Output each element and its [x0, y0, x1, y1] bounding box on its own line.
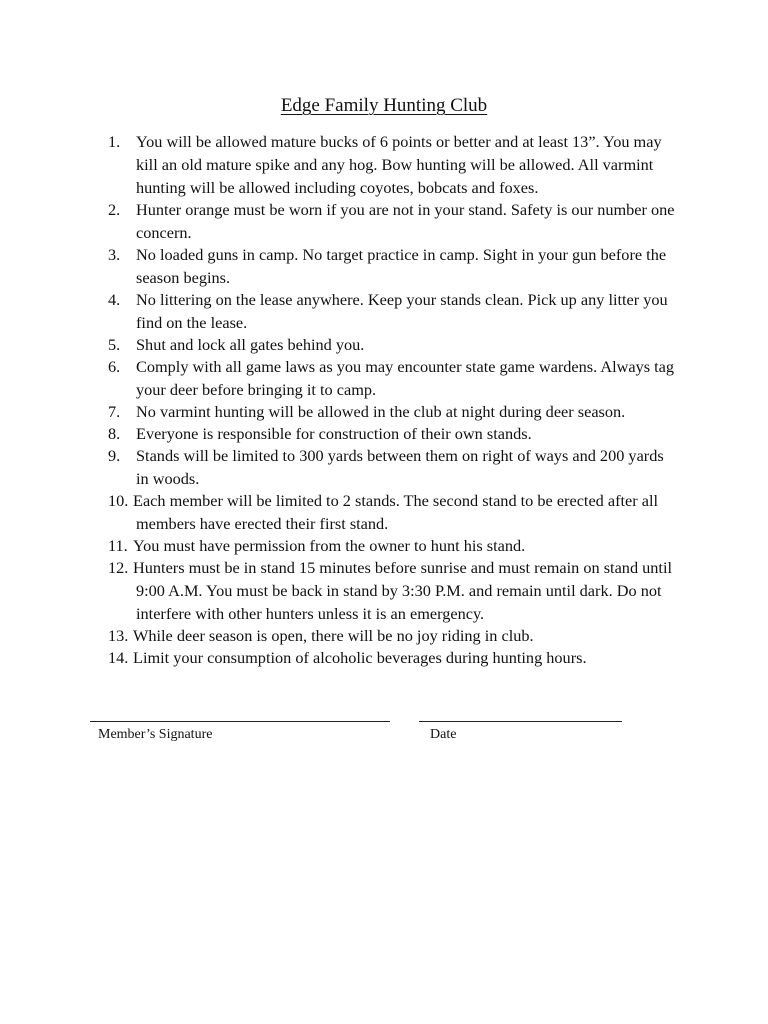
rule-item	[104, 333, 676, 356]
rule-text: Limit your consumption of alcoholic beverages during hunting hours.	[133, 647, 587, 667]
rule-text: You must have permission from the owner to hunt his stand.	[133, 535, 526, 555]
rule-number: 10.	[108, 490, 129, 510]
rule-number: 6.	[108, 357, 121, 377]
rule-number: 12.	[108, 557, 129, 577]
rule-number: 1.	[108, 132, 121, 151]
rule-item	[104, 422, 676, 445]
rule-number: 3.	[108, 245, 121, 265]
rule-text: Stands will be limited to 300 yards between them on right of ways and 200 yards in woods.	[136, 445, 664, 488]
rule-item	[104, 288, 676, 334]
rule-number: 14.	[108, 647, 129, 667]
rule-number: 9.	[108, 445, 121, 465]
rule-item	[104, 243, 676, 289]
rule-item	[104, 355, 676, 401]
rule-item	[104, 489, 676, 535]
rule-item	[104, 400, 676, 423]
member-signature-line	[90, 721, 390, 722]
document-title	[0, 94, 768, 118]
rules-list	[104, 130, 676, 667]
rule-item	[104, 444, 676, 490]
rule-item	[104, 534, 676, 557]
rule-text: No loaded guns in camp. No target practice in camp. Sight in your gun before the season begins.	[136, 245, 667, 288]
rule-text: No varmint hunting will be allowed in the club at night during deer season.	[136, 402, 626, 422]
rule-item	[104, 646, 676, 669]
rule-number: 2.	[108, 200, 121, 220]
rule-item	[104, 130, 676, 200]
date-line	[419, 721, 622, 722]
rule-number: 7.	[108, 402, 121, 422]
rule-number: 8.	[108, 423, 121, 443]
rule-text: No littering on the lease anywhere. Keep your stands clean. Pick up any litter you find on the lease.	[136, 290, 668, 333]
rule-item	[104, 198, 676, 244]
rule-text: Shut and lock all gates behind you.	[136, 335, 365, 355]
rule-text: Comply with all game laws as you may encounter state game wardens. Always tag your deer before bringing it to camp.	[136, 357, 675, 400]
rule-text: Hunter orange must be worn if you are not in your stand. Safety is our number one concern.	[136, 200, 675, 243]
rule-item	[104, 624, 676, 647]
member-signature-label: Member’s Signature	[98, 727, 213, 742]
rule-text: While deer season is open, there will be no joy riding in club.	[133, 625, 534, 645]
rule-number: 11.	[108, 535, 128, 555]
rule-number: 13.	[108, 625, 129, 645]
rule-number: 4.	[108, 290, 121, 310]
rule-item	[104, 556, 676, 626]
rule-text: You will be allowed mature bucks of 6 points or better and at least 13”. You may kill an old mature spike and any hog. Bow hunting will be allowed. All varmint hunting will be allowed including coyotes, bobcats and foxes.	[136, 132, 662, 198]
rule-text: Everyone is responsible for construction of their own stands.	[136, 423, 532, 443]
date-label: Date	[430, 727, 457, 742]
document-title-text: Edge Family Hunting Club	[280, 95, 488, 116]
rule-text: Each member will be limited to 2 stands. The second stand to be erected after all members have erected their first stand.	[133, 490, 659, 533]
rule-text: Hunters must be in stand 15 minutes before sunrise and must remain on stand until 9:00 A.M. You must be back in stand by 3:30 P.M. and remain until dark. Do not interfere with other hunters unless it is an emergency.	[133, 557, 673, 623]
rule-number: 5.	[108, 335, 121, 355]
